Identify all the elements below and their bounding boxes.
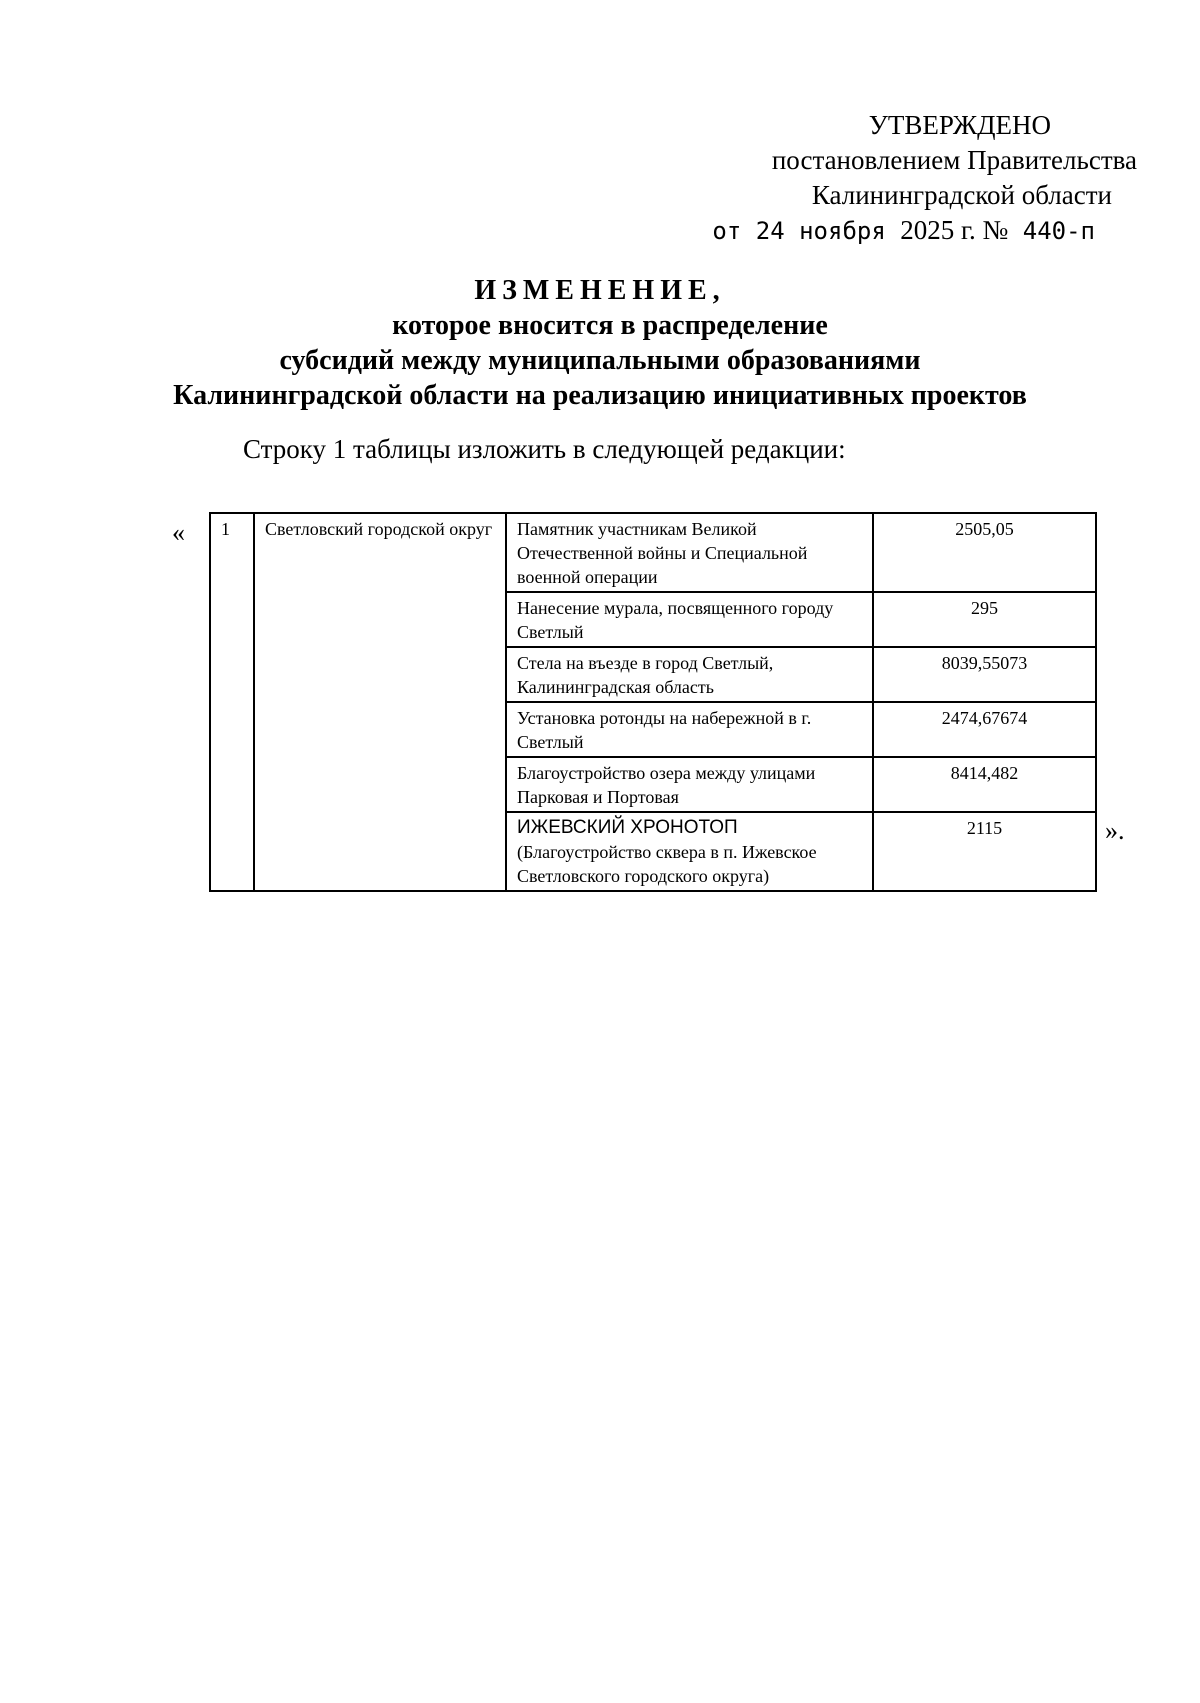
document-title — [0, 273, 1200, 413]
project-name: Установка ротонды на набережной в г. Светлый — [506, 702, 873, 757]
row-number: 1 — [210, 513, 254, 891]
project-name: Благоустройство озера между улицами Парковая и Портовая — [506, 757, 873, 812]
project-name: Стела на въезде в город Светлый, Калининградская область — [506, 647, 873, 702]
title-line-3: субсидий между муниципальными образованиями — [279, 345, 921, 376]
project-name — [506, 812, 873, 891]
project-amount: 2474,67674 — [873, 702, 1096, 757]
approval-year: 2025 г. № — [900, 215, 1009, 245]
title-line-4: Калининградской области на реализацию инициативных проектов — [173, 380, 1027, 411]
approval-authority: постановлением Правительства — [771, 145, 1137, 175]
subsidy-table — [209, 512, 1097, 892]
intro-text: Строку 1 таблицы изложить в следующей редакции: — [243, 434, 846, 464]
approval-date: от 24 ноября — [712, 217, 886, 245]
quote-close: ». — [1105, 816, 1125, 845]
title-heading: ИЗМЕНЕНИЕ, — [474, 275, 726, 306]
approval-date-number — [712, 213, 1095, 249]
project-amount: 2505,05 — [873, 513, 1096, 592]
title-line-2: которое вносится в распределение — [392, 310, 828, 341]
approval-stamp — [712, 108, 1137, 249]
project-name: Памятник участникам Великой Отечественной войны и Специальной военной операции — [506, 513, 873, 592]
quote-open: « — [172, 518, 185, 547]
approval-region: Калининградской области — [811, 180, 1112, 210]
table-row — [210, 513, 1096, 592]
approval-title: УТВЕРЖДЕНО — [868, 110, 1051, 140]
project-name-caps: ИЖЕВСКИЙ ХРОНОТОП — [517, 817, 738, 838]
project-amount: 2115 — [873, 812, 1096, 891]
project-name: Нанесение мурала, посвященного городу Светлый — [506, 592, 873, 647]
project-amount: 295 — [873, 592, 1096, 647]
approval-number: 440-п — [1022, 217, 1095, 245]
municipality-cell: Светловский городской округ — [254, 513, 506, 891]
project-name-detail: (Благоустройство сквера в п. Ижевское Светловского городского округа) — [517, 842, 817, 886]
project-amount: 8039,55073 — [873, 647, 1096, 702]
project-amount: 8414,482 — [873, 757, 1096, 812]
